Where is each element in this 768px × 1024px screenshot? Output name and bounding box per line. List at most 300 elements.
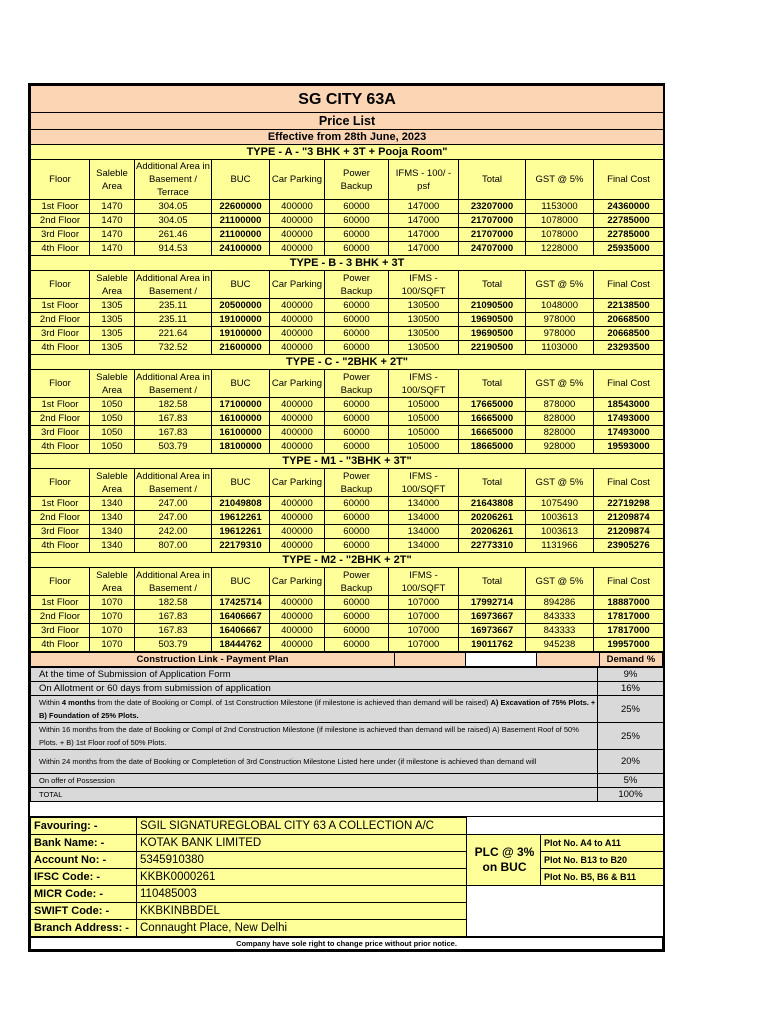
- table-cell: 24100000: [212, 242, 270, 256]
- table-cell: 19100000: [212, 327, 270, 341]
- table-cell: 130500: [389, 341, 459, 355]
- column-header: BUC: [212, 160, 270, 200]
- bank-value: Connaught Place, New Delhi: [137, 920, 467, 937]
- type-heading: TYPE - B - 3 BHK + 3T: [31, 256, 664, 271]
- table-cell: 400000: [270, 242, 325, 256]
- table-cell: 147000: [389, 242, 459, 256]
- bank-label: SWIFT Code: -: [31, 903, 137, 920]
- column-header: Total: [459, 271, 526, 299]
- table-cell: 828000: [526, 412, 594, 426]
- table-row: [31, 200, 664, 214]
- table-cell: 732.52: [135, 341, 212, 355]
- table-cell: 16406667: [212, 610, 270, 624]
- table-cell: 3rd Floor: [31, 426, 90, 440]
- bank-label: MICR Code: -: [31, 886, 137, 903]
- plan-demand: 16%: [598, 682, 664, 696]
- table-cell: 3rd Floor: [31, 327, 90, 341]
- column-header: IFMS - 100/SQFT: [389, 469, 459, 497]
- table-cell: 60000: [325, 624, 389, 638]
- table-cell: 17425714: [212, 596, 270, 610]
- bank-label: Favouring: -: [31, 818, 137, 835]
- table-cell: 21100000: [212, 228, 270, 242]
- table-cell: 134000: [389, 525, 459, 539]
- table-cell: 147000: [389, 200, 459, 214]
- price-list-sheet: [28, 83, 665, 952]
- table-cell: 1305: [90, 327, 135, 341]
- table-cell: 247.00: [135, 497, 212, 511]
- table-cell: 1470: [90, 228, 135, 242]
- table-cell: 19612261: [212, 511, 270, 525]
- bank-value: KKBK0000261: [137, 869, 467, 886]
- table-cell: 16406667: [212, 624, 270, 638]
- column-header: Car Parking: [270, 160, 325, 200]
- table-cell: 20668500: [594, 327, 664, 341]
- table-cell: 400000: [270, 497, 325, 511]
- table-cell: 878000: [526, 398, 594, 412]
- plan-description: Within 24 months from the date of Booking or Completetion of 3rd Construction Milestone Listed here under (if milestone is achieved than demand will: [31, 750, 598, 774]
- column-header: BUC: [212, 469, 270, 497]
- column-header: Additional Area in Basement / Terrace: [136, 161, 210, 198]
- plan-description: On offer of Possession: [31, 774, 598, 788]
- plan-row: [31, 668, 664, 682]
- table-row: [31, 412, 664, 426]
- table-cell: 400000: [270, 341, 325, 355]
- table-cell: 1003613: [526, 525, 594, 539]
- table-cell: 1070: [90, 624, 135, 638]
- table-cell: 2nd Floor: [31, 313, 90, 327]
- table-cell: 147000: [389, 228, 459, 242]
- plot-range: Plot No. A4 to A11: [541, 835, 664, 852]
- table-cell: 247.00: [135, 511, 212, 525]
- table-cell: 1103000: [526, 341, 594, 355]
- plan-description: On Allotment or 60 days from submission of application: [31, 682, 598, 696]
- column-header: Saleble Area: [90, 160, 135, 200]
- table-cell: 17817000: [594, 624, 664, 638]
- table-cell: 134000: [389, 497, 459, 511]
- column-header: Floor: [31, 160, 90, 200]
- table-cell: 167.83: [135, 412, 212, 426]
- plan-row: [31, 788, 664, 802]
- table-cell: 400000: [270, 214, 325, 228]
- column-header: IFMS - 100/ - psf: [389, 160, 459, 200]
- table-cell: 1078000: [526, 228, 594, 242]
- page-title: SG CITY 63A: [31, 86, 664, 113]
- table-cell: 807.00: [135, 539, 212, 553]
- bank-label: Branch Address: -: [31, 920, 137, 937]
- table-cell: 1070: [90, 596, 135, 610]
- payment-plan-rows: [30, 667, 664, 802]
- bank-value: 110485003: [137, 886, 467, 903]
- column-header: BUC: [212, 271, 270, 299]
- table-cell: 400000: [270, 426, 325, 440]
- plan-description: At the time of Submission of Application Form: [31, 668, 598, 682]
- table-cell: 400000: [270, 313, 325, 327]
- table-cell: 400000: [270, 539, 325, 553]
- column-header: Power Backup: [325, 271, 389, 299]
- table-cell: 60000: [325, 525, 389, 539]
- table-cell: 1st Floor: [31, 497, 90, 511]
- bank-label: IFSC Code: -: [31, 869, 137, 886]
- table-row: [31, 638, 664, 652]
- table-cell: 60000: [325, 539, 389, 553]
- plot-range: Plot No. B13 to B20: [541, 852, 664, 869]
- table-cell: 400000: [270, 596, 325, 610]
- table-cell: 24707000: [459, 242, 526, 256]
- bank-value: KKBKINBBDEL: [137, 903, 467, 920]
- table-cell: 18543000: [594, 398, 664, 412]
- table-cell: 60000: [325, 398, 389, 412]
- table-row: [31, 596, 664, 610]
- table-cell: 17100000: [212, 398, 270, 412]
- table-cell: 21209874: [594, 511, 664, 525]
- table-cell: 23207000: [459, 200, 526, 214]
- type-heading: TYPE - A - "3 BHK + 3T + Pooja Room": [31, 145, 664, 160]
- bank-value: SGIL SIGNATUREGLOBAL CITY 63 A COLLECTION A/C: [137, 818, 467, 835]
- table-row: [31, 398, 664, 412]
- payment-plan-table: [30, 652, 663, 667]
- column-header: Saleble Area: [90, 370, 135, 398]
- table-cell: 23905276: [594, 539, 664, 553]
- column-header: IFMS - 100/SQFT: [389, 271, 459, 299]
- table-row: [31, 511, 664, 525]
- table-cell: 1070: [90, 638, 135, 652]
- table-cell: 22785000: [594, 214, 664, 228]
- table-cell: 4th Floor: [31, 638, 90, 652]
- column-header: Final Cost: [594, 370, 664, 398]
- plan-row: [31, 774, 664, 788]
- table-cell: 4th Floor: [31, 341, 90, 355]
- plan-demand: 20%: [598, 750, 664, 774]
- table-cell: 60000: [325, 299, 389, 313]
- column-header: Total: [459, 469, 526, 497]
- table-cell: 2nd Floor: [31, 214, 90, 228]
- column-header: Final Cost: [594, 160, 664, 200]
- table-cell: 400000: [270, 228, 325, 242]
- table-cell: 3rd Floor: [31, 228, 90, 242]
- table-cell: 1st Floor: [31, 596, 90, 610]
- table-cell: 400000: [270, 610, 325, 624]
- table-cell: 21707000: [459, 214, 526, 228]
- column-header: Additional Area in Basement /: [136, 272, 210, 297]
- plan-description: TOTAL: [31, 788, 598, 802]
- table-cell: 22785000: [594, 228, 664, 242]
- table-cell: 1470: [90, 200, 135, 214]
- table-cell: 19690500: [459, 313, 526, 327]
- table-cell: 400000: [270, 398, 325, 412]
- plan-row: [31, 723, 664, 750]
- table-cell: 1070: [90, 610, 135, 624]
- table-cell: 21049808: [212, 497, 270, 511]
- table-cell: 60000: [325, 596, 389, 610]
- table-cell: 147000: [389, 214, 459, 228]
- table-cell: 3rd Floor: [31, 525, 90, 539]
- column-header: Car Parking: [270, 370, 325, 398]
- table-cell: 828000: [526, 426, 594, 440]
- column-header: GST @ 5%: [526, 469, 594, 497]
- table-cell: 182.58: [135, 596, 212, 610]
- table-cell: 18100000: [212, 440, 270, 454]
- table-cell: 22600000: [212, 200, 270, 214]
- table-cell: 1050: [90, 398, 135, 412]
- column-header: Saleble Area: [90, 568, 135, 596]
- table-cell: 17992714: [459, 596, 526, 610]
- table-cell: 182.58: [135, 398, 212, 412]
- table-cell: 1st Floor: [31, 398, 90, 412]
- table-cell: 130500: [389, 313, 459, 327]
- effective-date: Effective from 28th June, 2023: [31, 130, 664, 145]
- plan-demand: 9%: [598, 668, 664, 682]
- table-cell: 16973667: [459, 624, 526, 638]
- table-cell: 4th Floor: [31, 440, 90, 454]
- demand-heading: Demand %: [599, 653, 662, 667]
- table-cell: 221.64: [135, 327, 212, 341]
- table-cell: 21100000: [212, 214, 270, 228]
- table-cell: 400000: [270, 511, 325, 525]
- table-cell: 21600000: [212, 341, 270, 355]
- table-cell: 24360000: [594, 200, 664, 214]
- table-cell: 20668500: [594, 313, 664, 327]
- column-header: Power Backup: [325, 370, 389, 398]
- table-cell: 914.53: [135, 242, 212, 256]
- table-cell: 1048000: [526, 299, 594, 313]
- table-row: [31, 299, 664, 313]
- table-cell: 400000: [270, 638, 325, 652]
- column-header: Car Parking: [270, 271, 325, 299]
- price-table: [30, 85, 664, 652]
- table-cell: 261.46: [135, 228, 212, 242]
- table-row: [31, 426, 664, 440]
- table-row: [31, 242, 664, 256]
- table-cell: 1075490: [526, 497, 594, 511]
- table-cell: 16665000: [459, 412, 526, 426]
- table-cell: 400000: [270, 200, 325, 214]
- column-header: GST @ 5%: [526, 370, 594, 398]
- table-cell: 400000: [270, 624, 325, 638]
- table-cell: 60000: [325, 638, 389, 652]
- table-cell: 130500: [389, 299, 459, 313]
- plan-demand: 25%: [598, 723, 664, 750]
- column-header: BUC: [212, 370, 270, 398]
- table-cell: 16973667: [459, 610, 526, 624]
- table-cell: 304.05: [135, 214, 212, 228]
- table-cell: 19957000: [594, 638, 664, 652]
- table-cell: 503.79: [135, 638, 212, 652]
- table-cell: 1050: [90, 440, 135, 454]
- table-cell: 1st Floor: [31, 200, 90, 214]
- column-header: Power Backup: [325, 160, 389, 200]
- table-cell: 16100000: [212, 426, 270, 440]
- bank-label: Bank Name: -: [31, 835, 137, 852]
- table-cell: 1228000: [526, 242, 594, 256]
- payment-plan-heading: Construction Link - Payment Plan: [31, 653, 395, 667]
- table-cell: 400000: [270, 440, 325, 454]
- plan-demand: 25%: [598, 696, 664, 723]
- bank-value: KOTAK BANK LIMITED: [137, 835, 467, 852]
- table-cell: 22190500: [459, 341, 526, 355]
- table-cell: 18887000: [594, 596, 664, 610]
- table-cell: 21707000: [459, 228, 526, 242]
- table-cell: 60000: [325, 228, 389, 242]
- column-header: GST @ 5%: [526, 271, 594, 299]
- table-cell: 235.11: [135, 313, 212, 327]
- table-cell: 60000: [325, 327, 389, 341]
- table-cell: 17493000: [594, 412, 664, 426]
- column-header: Total: [459, 160, 526, 200]
- table-cell: 60000: [325, 313, 389, 327]
- table-row: [31, 228, 664, 242]
- column-header: Final Cost: [594, 271, 664, 299]
- table-cell: 1050: [90, 412, 135, 426]
- table-cell: 20500000: [212, 299, 270, 313]
- column-header: Final Cost: [594, 469, 664, 497]
- table-cell: 60000: [325, 426, 389, 440]
- table-cell: 400000: [270, 327, 325, 341]
- bank-row: [31, 886, 664, 903]
- plan-description: Within 16 months from the date of Booking or Compl of 2nd Construction Milestone (if milestone is achieved than demand will be raised) A) Basement Roof of 50% Plots. + B) 1st Floor roof of 50% Plots.: [31, 723, 598, 750]
- plan-row: [31, 750, 664, 774]
- table-cell: 134000: [389, 539, 459, 553]
- table-cell: 60000: [325, 511, 389, 525]
- table-cell: 1340: [90, 539, 135, 553]
- table-cell: 1340: [90, 511, 135, 525]
- table-cell: 19100000: [212, 313, 270, 327]
- table-row: [31, 440, 664, 454]
- table-cell: 1050: [90, 426, 135, 440]
- table-cell: 1st Floor: [31, 299, 90, 313]
- table-cell: 978000: [526, 313, 594, 327]
- table-cell: 2nd Floor: [31, 412, 90, 426]
- table-cell: 843333: [526, 624, 594, 638]
- plan-description: Within 4 months from the date of Booking or Compl. of 1st Construction Milestone (if milestone is achieved than demand will be raised) A) Excavation of 75% Plots. + B) Foundation of 25% Plots.: [31, 696, 598, 723]
- column-header: Car Parking: [270, 469, 325, 497]
- table-cell: 17665000: [459, 398, 526, 412]
- table-cell: 1470: [90, 242, 135, 256]
- table-cell: 60000: [325, 412, 389, 426]
- column-header: GST @ 5%: [526, 160, 594, 200]
- table-cell: 1153000: [526, 200, 594, 214]
- table-cell: 60000: [325, 440, 389, 454]
- bank-row: [31, 869, 664, 886]
- table-cell: 16665000: [459, 426, 526, 440]
- plc-note: PLC @ 3% on BUC: [467, 835, 541, 886]
- table-cell: 17493000: [594, 426, 664, 440]
- table-cell: 60000: [325, 242, 389, 256]
- table-cell: 134000: [389, 511, 459, 525]
- table-cell: 928000: [526, 440, 594, 454]
- table-cell: 3rd Floor: [31, 624, 90, 638]
- table-cell: 18665000: [459, 440, 526, 454]
- table-row: [31, 313, 664, 327]
- table-cell: 21209874: [594, 525, 664, 539]
- table-cell: 894286: [526, 596, 594, 610]
- table-cell: 105000: [389, 426, 459, 440]
- table-cell: 945238: [526, 638, 594, 652]
- column-header: BUC: [212, 568, 270, 596]
- table-cell: 60000: [325, 200, 389, 214]
- table-cell: 978000: [526, 327, 594, 341]
- column-header: Total: [459, 370, 526, 398]
- type-heading: TYPE - C - "2BHK + 2T": [31, 355, 664, 370]
- table-cell: 1340: [90, 497, 135, 511]
- bank-label: Account No: -: [31, 852, 137, 869]
- price-list-heading: Price List: [31, 113, 664, 130]
- table-cell: 400000: [270, 299, 325, 313]
- table-cell: 235.11: [135, 299, 212, 313]
- table-cell: 503.79: [135, 440, 212, 454]
- column-header: Power Backup: [325, 568, 389, 596]
- table-cell: 304.05: [135, 200, 212, 214]
- table-cell: 4th Floor: [31, 539, 90, 553]
- table-cell: 60000: [325, 610, 389, 624]
- table-cell: 23293500: [594, 341, 664, 355]
- table-cell: 167.83: [135, 610, 212, 624]
- column-header: Total: [459, 568, 526, 596]
- plan-demand: 100%: [598, 788, 664, 802]
- column-header: Car Parking: [270, 568, 325, 596]
- table-cell: 167.83: [135, 624, 212, 638]
- column-header: GST @ 5%: [526, 568, 594, 596]
- table-cell: 1470: [90, 214, 135, 228]
- table-cell: 19612261: [212, 525, 270, 539]
- table-row: [31, 610, 664, 624]
- table-cell: 20206261: [459, 511, 526, 525]
- table-cell: 22773310: [459, 539, 526, 553]
- table-cell: 21643808: [459, 497, 526, 511]
- table-cell: 130500: [389, 327, 459, 341]
- table-cell: 107000: [389, 638, 459, 652]
- plot-range: Plot No. B5, B6 & B11: [541, 869, 664, 886]
- column-header: Floor: [31, 370, 90, 398]
- table-cell: 107000: [389, 596, 459, 610]
- table-cell: 16100000: [212, 412, 270, 426]
- plan-row: [31, 696, 664, 723]
- table-row: [31, 539, 664, 553]
- column-header: Additional Area in Basement /: [136, 371, 210, 396]
- column-header: Floor: [31, 271, 90, 299]
- column-header: Additional Area in Basement /: [136, 569, 210, 594]
- table-cell: 167.83: [135, 426, 212, 440]
- table-cell: 1305: [90, 313, 135, 327]
- table-cell: 1340: [90, 525, 135, 539]
- bank-value: 5345910380: [137, 852, 467, 869]
- plan-row: [31, 682, 664, 696]
- table-cell: 19593000: [594, 440, 664, 454]
- footer-note: Company have sole right to change price without prior notice.: [31, 938, 663, 950]
- table-cell: 105000: [389, 398, 459, 412]
- table-cell: 18444762: [212, 638, 270, 652]
- table-cell: 400000: [270, 525, 325, 539]
- column-header: Final Cost: [594, 568, 664, 596]
- column-header: Floor: [31, 568, 90, 596]
- bank-row: [31, 818, 664, 835]
- table-cell: 1131966: [526, 539, 594, 553]
- table-cell: 22719298: [594, 497, 664, 511]
- column-header: Saleble Area: [90, 469, 135, 497]
- table-cell: 60000: [325, 497, 389, 511]
- table-cell: 17817000: [594, 610, 664, 624]
- table-cell: 242.00: [135, 525, 212, 539]
- table-cell: 2nd Floor: [31, 511, 90, 525]
- table-cell: 107000: [389, 610, 459, 624]
- table-cell: 1305: [90, 341, 135, 355]
- type-heading: TYPE - M1 - "3BHK + 3T": [31, 454, 664, 469]
- table-cell: 22138500: [594, 299, 664, 313]
- table-row: [31, 624, 664, 638]
- table-cell: 1078000: [526, 214, 594, 228]
- column-header: IFMS - 100/SQFT: [389, 370, 459, 398]
- table-cell: 4th Floor: [31, 242, 90, 256]
- table-row: [31, 525, 664, 539]
